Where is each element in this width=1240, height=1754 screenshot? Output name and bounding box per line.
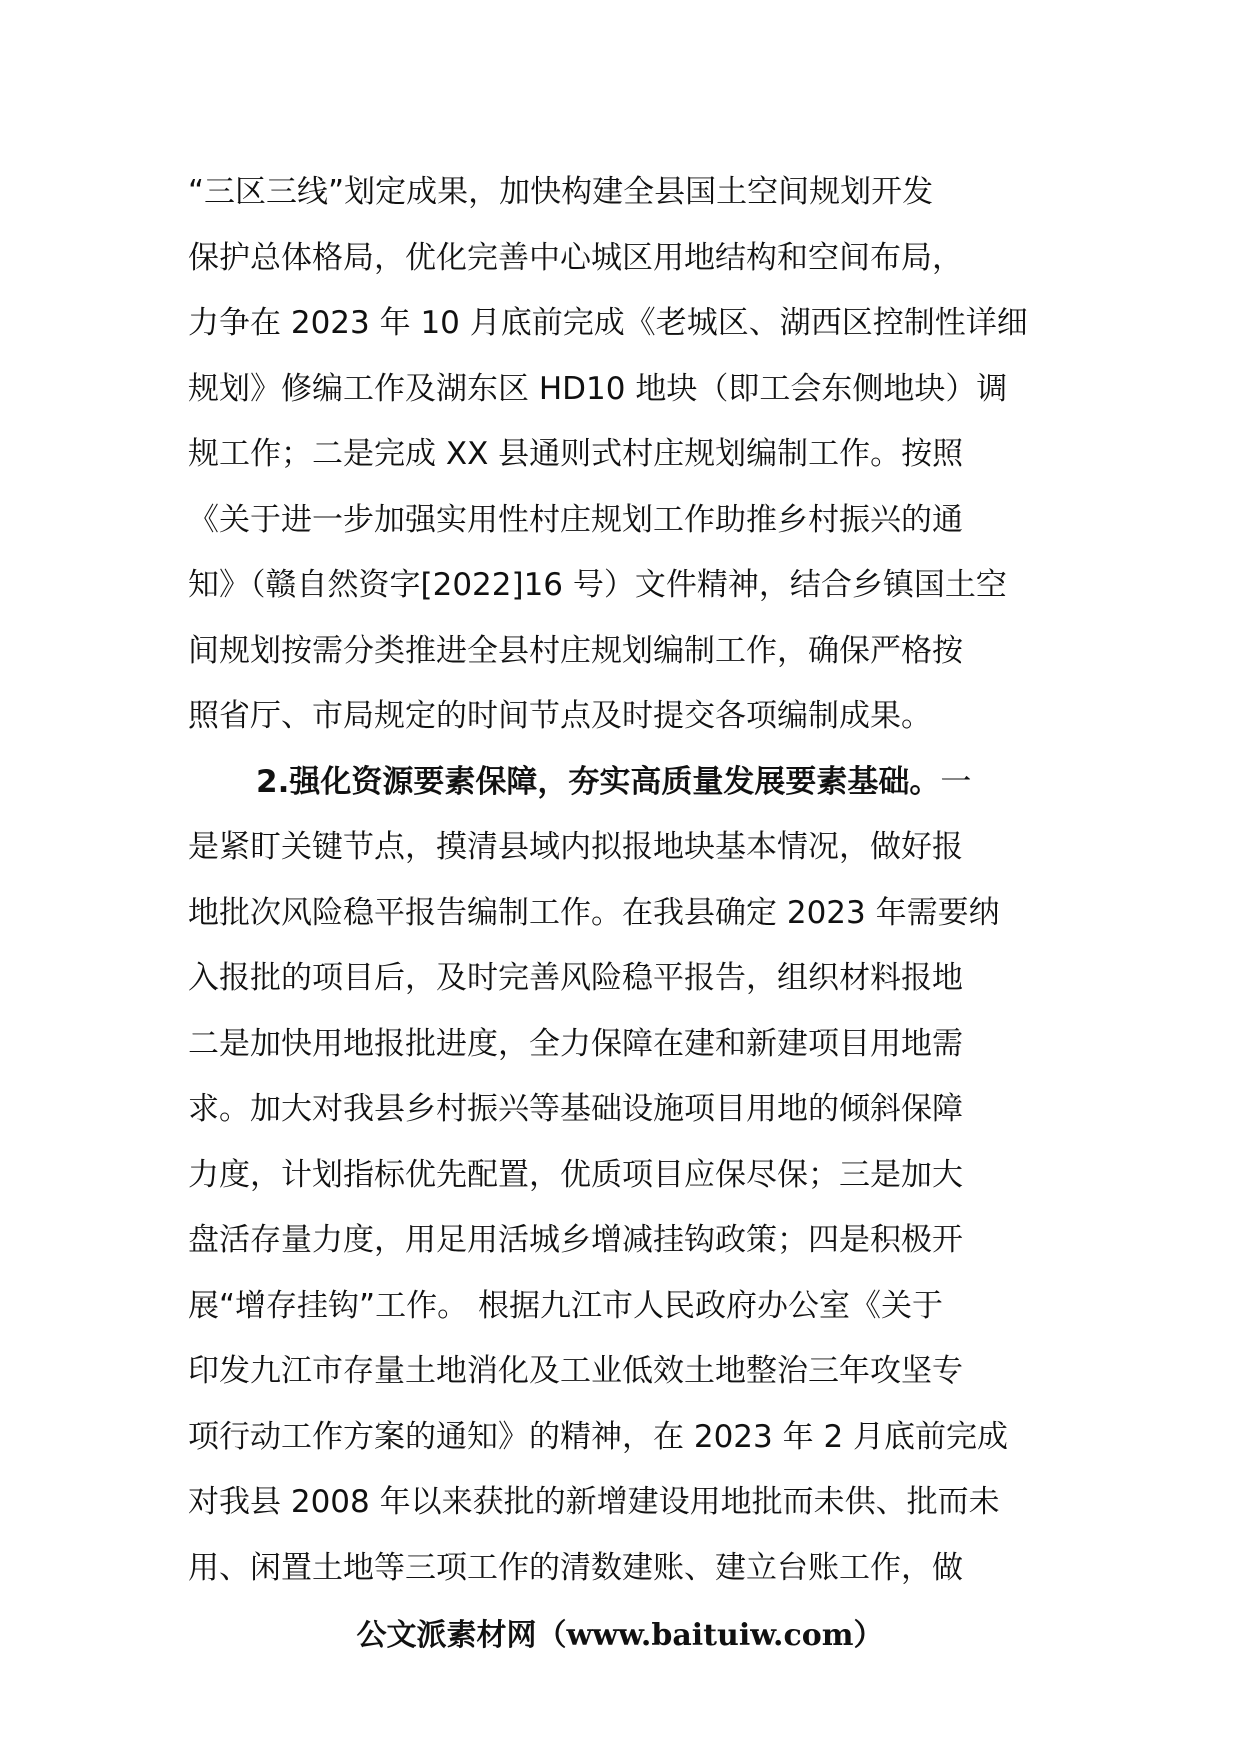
body-line: 对我县 2008 年以来获批的新增建设用地批而未供、批而未 bbox=[188, 1484, 1000, 1520]
body-line: 知》（赣自然资字[2022]16 号）文件精神，结合乡镇国土空 bbox=[188, 567, 1007, 603]
body-line: 展“增存挂钩”工作。 根据九江市人民政府办公室《关于 bbox=[188, 1287, 943, 1324]
body-line: 项行动工作方案的通知》的精神，在 2023 年 2 月底前完成 bbox=[188, 1418, 1009, 1455]
body-line: 照省厅、市局规定的时间节点及时提交各项编制成果。 bbox=[188, 698, 932, 734]
body-line: 《关于进一步加强实用性村庄规划工作助推乡村振兴的通 bbox=[188, 501, 963, 538]
section-heading-continuation: 一 bbox=[940, 763, 972, 800]
body-line: 间规划按需分类推进全县村庄规划编制工作，确保严格按 bbox=[188, 632, 963, 669]
body-line: “三区三线”划定成果，加快构建全县国土空间规划开发 bbox=[188, 174, 934, 210]
body-line: 力争在 2023 年 10 月底前完成《老城区、湖西区控制性详细 bbox=[188, 305, 1028, 341]
body-line: 力度，计划指标优先配置，优质项目应保尽保；三是加大 bbox=[188, 1156, 963, 1193]
body-line: 是紧盯关键节点，摸清县域内拟报地块基本情况，做好报 bbox=[188, 829, 963, 865]
body-line: 地批次风险稳平报告编制工作。在我县确定 2023 年需要纳 bbox=[188, 894, 1000, 931]
body-line: 盘活存量力度，用足用活城乡增减挂钩政策；四是积极开 bbox=[188, 1222, 963, 1258]
body-line: 二是加快用地报批进度，全力保障在建和新建项目用地需 bbox=[188, 1025, 963, 1062]
document-body bbox=[188, 160, 1068, 1601]
section-heading-line bbox=[188, 750, 1068, 816]
body-line: 用、闲置土地等三项工作的清数建账、建立台账工作，做 bbox=[188, 1549, 963, 1586]
footer-watermark-text: 公文派素材网（www.baituiw.com） bbox=[356, 1618, 884, 1653]
body-line: 求。加大对我县乡村振兴等基础设施项目用地的倾斜保障 bbox=[188, 1091, 963, 1127]
body-line: 印发九江市存量土地消化及工业低效土地整治三年攻坚专 bbox=[188, 1353, 963, 1389]
body-line: 规工作；二是完成 XX 县通则式村庄规划编制工作。按照 bbox=[188, 436, 964, 472]
body-line: 保护总体格局，优化完善中心城区用地结构和空间布局， bbox=[188, 239, 963, 276]
section-heading: 2.强化资源要素保障，夯实高质量发展要素基础。 bbox=[256, 763, 941, 800]
body-line: 规划》修编工作及湖东区 HD10 地块（即工会东侧地块）调 bbox=[188, 370, 1008, 407]
body-line: 入报批的项目后，及时完善风险稳平报告，组织材料报地 bbox=[188, 960, 963, 996]
